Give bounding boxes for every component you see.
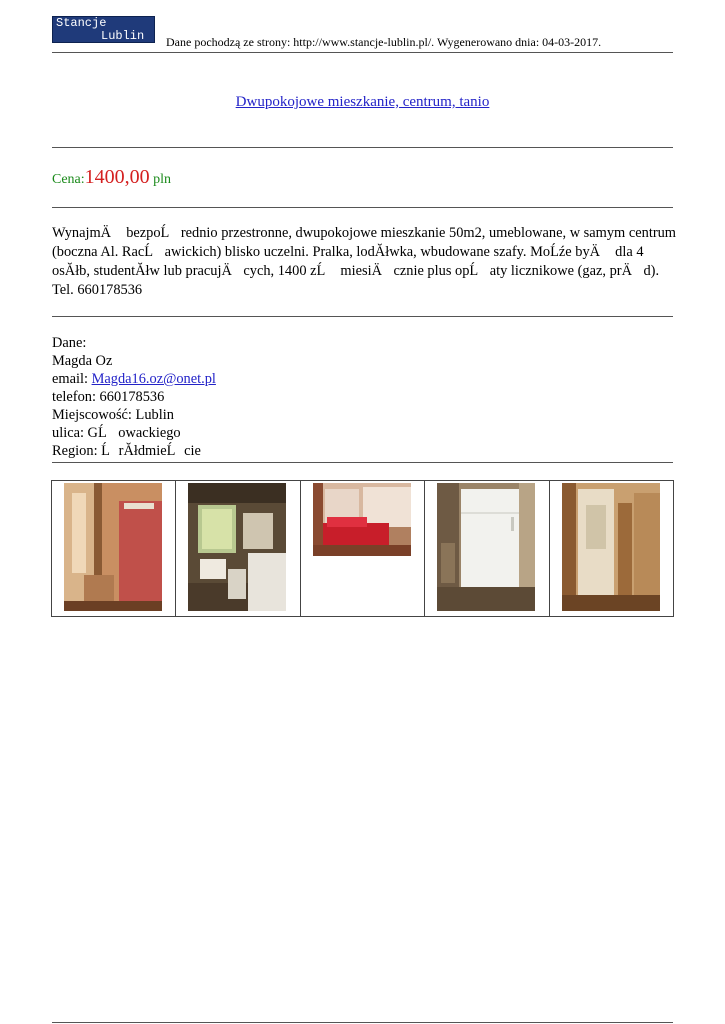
- hallway-photo[interactable]: [562, 483, 660, 611]
- fridge-photo[interactable]: [437, 483, 535, 611]
- room-with-red-blanket-photo[interactable]: [64, 483, 162, 611]
- price-value: 1400,00: [84, 166, 150, 188]
- divider: [52, 462, 673, 463]
- contact-name: Magda Oz: [52, 353, 113, 369]
- contact-region: Region: ĹrĂłdmieĹcie: [52, 443, 201, 459]
- source-note: Dane pochodzą ze strony: http://www.stancje-lublin.pl/. Wygenerowano dnia: 04-03-2017.: [166, 35, 602, 49]
- photo-gallery: [51, 480, 674, 617]
- photo-cell: [425, 481, 549, 616]
- contact-phone: telefon: 660178536: [52, 389, 165, 405]
- photo-cell: [301, 481, 425, 616]
- contact-heading: Dane:: [52, 335, 87, 351]
- logo-text-line1: Stancje: [56, 16, 107, 30]
- site-logo[interactable]: [52, 16, 155, 43]
- price-currency: pln: [149, 172, 172, 187]
- listing-title-link[interactable]: Dwupokojowe mieszkanie, centrum, tanio: [235, 94, 490, 110]
- red-sofa-photo[interactable]: [313, 483, 411, 556]
- contact-block: [52, 334, 216, 460]
- photo-cell: [176, 481, 300, 616]
- kitchen-photo[interactable]: [188, 483, 286, 611]
- divider: [52, 147, 673, 148]
- price: [52, 166, 171, 189]
- divider: [52, 316, 673, 317]
- footer-divider: [52, 1022, 673, 1023]
- photo-cell: [550, 481, 673, 616]
- listing-title: [0, 93, 725, 111]
- listing-description: WynajmÄ bezpoĹrednio przestronne, dwupokojowe mieszkanie 50m2, umeblowane, w samym centrum (boczna Al. RacĹawickich) blisko uczelni. Pralka, lodĂłwka, wbudowane szafy. MoĹźe byÄ dla 4 osĂłb, studentĂłw lub pracujÄ cych, 1400 zĹ miesiÄcznie plus opĹaty licznikowe (gaz, prÄ d). Tel. 660178536: [52, 225, 677, 298]
- email-label: email:: [52, 371, 92, 387]
- contact-street: ulica: GĹowackiego: [52, 425, 181, 441]
- email-link[interactable]: Magda16.oz@onet.pl: [91, 371, 216, 387]
- divider: [52, 207, 673, 208]
- contact-city: Miejscowość: Lublin: [52, 407, 174, 423]
- logo-text-line2: Lublin: [101, 29, 145, 43]
- photo-cell: [52, 481, 176, 616]
- contact-email-row: [52, 370, 216, 388]
- price-label: Cena:: [52, 172, 85, 187]
- divider: [52, 52, 673, 53]
